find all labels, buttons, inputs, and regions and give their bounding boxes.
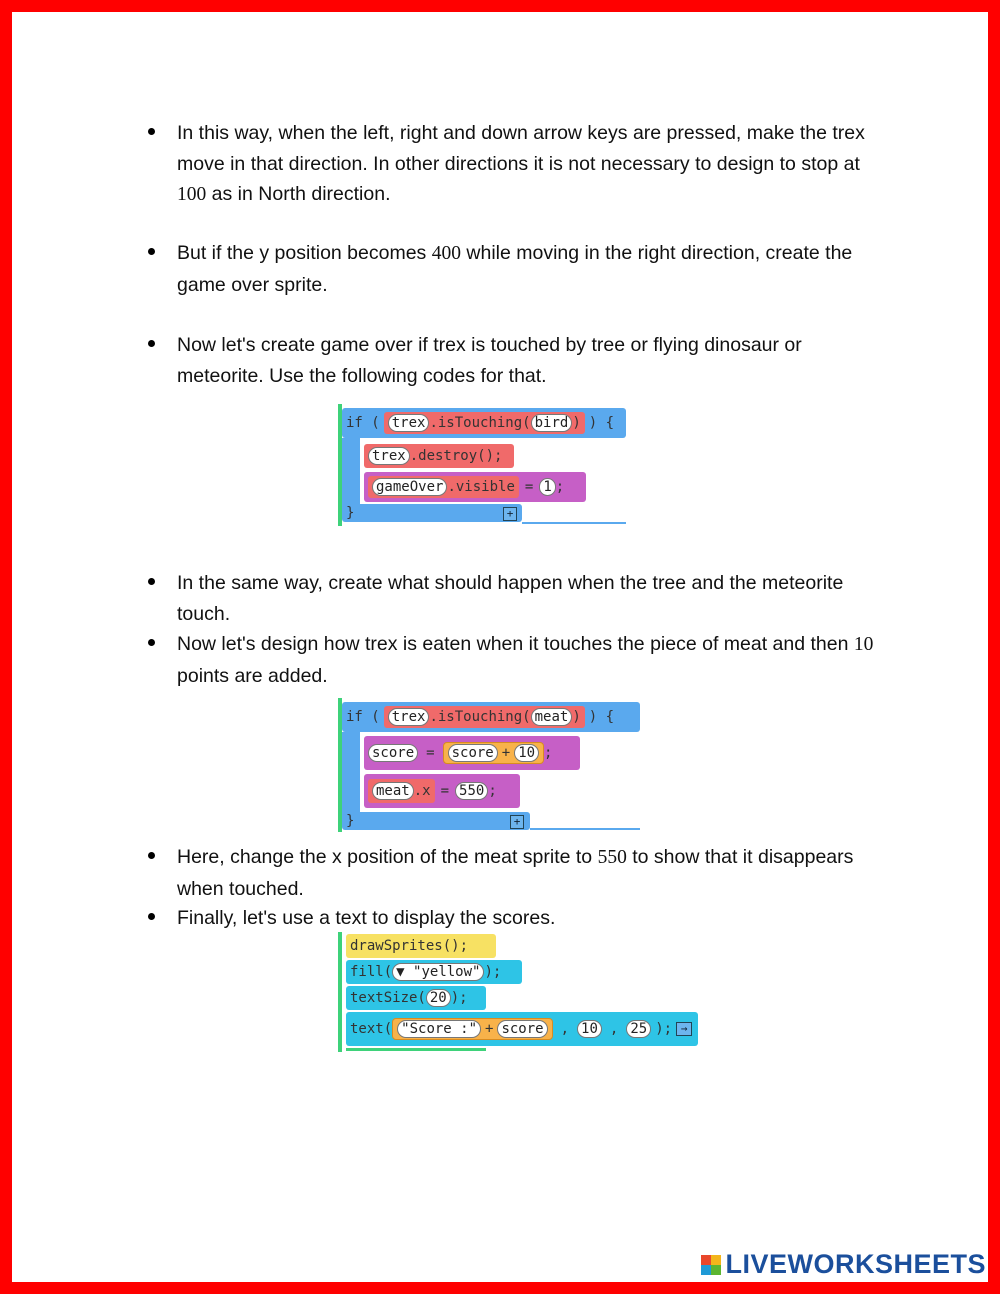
add-plus-button: + [503, 507, 517, 521]
bullet-text: Now let's create game over if trex is touched by tree or flying dinosaur or meteorite. Use the following codes for that. [177, 334, 802, 387]
assign-block: gameOver .visible = 1 ; [364, 472, 586, 502]
draw-sprites-block: drawSprites(); [346, 934, 496, 958]
bullet-item [148, 903, 888, 934]
bullet-item [148, 330, 888, 391]
bullet-dot [148, 852, 155, 859]
logo-text: LIVEWORKSHEETS [725, 1249, 986, 1279]
if-block-side [342, 732, 360, 816]
bullet-item [148, 238, 888, 300]
code-block-score-text [338, 932, 700, 1052]
score-assign-block: score = score + 10 ; [364, 736, 580, 770]
fill-block: fill( ▼ "yellow" ); [346, 960, 522, 984]
arrow-button: → [676, 1022, 692, 1036]
logo-icon [701, 1255, 721, 1275]
if-block: if ( trex .isTouching( bird ) ) { [342, 408, 626, 438]
condition-block: trex .isTouching( bird ) [384, 412, 585, 434]
if-block: if ( trex .isTouching( meat ) ) { [342, 702, 640, 732]
condition-block: trex .isTouching( meat ) [384, 706, 585, 728]
bullet-item [148, 842, 888, 904]
bullet-dot [148, 913, 155, 920]
destroy-block: trex .destroy(); [364, 444, 514, 468]
green-bar [338, 932, 342, 1052]
bullet-dot [148, 340, 155, 347]
bullet-text: But if the y position becomes 400 while moving in the right direction, create the game over sprite. [177, 242, 853, 296]
bullet-item [148, 568, 888, 629]
bullet-item [148, 629, 888, 691]
if-block-end: } [342, 504, 522, 522]
bullet-dot [148, 578, 155, 585]
code-block-meat [338, 698, 642, 832]
bullet-text: Here, change the x position of the meat sprite to 550 to show that it disappears when touched. [177, 846, 854, 900]
meat-x-assign-block: meat .x = 550 ; [364, 774, 520, 808]
bullet-text: In this way, when the left, right and down arrow keys are pressed, make the trex move in that direction. In other directions it is not necessary to design to stop at 100 as in North direction. [177, 122, 865, 205]
bullet-item [148, 118, 888, 211]
code-block-bird [338, 404, 628, 526]
bullet-text: Now let's design how trex is eaten when it touches the piece of meat and then 10 points are added. [177, 633, 874, 687]
liveworksheets-logo [701, 1249, 986, 1280]
bullet-dot [148, 248, 155, 255]
add-plus-button: + [510, 815, 524, 829]
text-block: text( "Score :" + score , 10 , 25 ); → [346, 1012, 698, 1046]
text-size-block: textSize( 20 ); [346, 986, 486, 1010]
bullet-dot [148, 639, 155, 646]
bullet-text: Finally, let's use a text to display the scores. [177, 907, 556, 929]
bullet-text: In the same way, create what should happen when the tree and the meteorite touch. [177, 572, 844, 625]
bullet-dot [148, 128, 155, 135]
if-block-end: } [342, 812, 530, 830]
